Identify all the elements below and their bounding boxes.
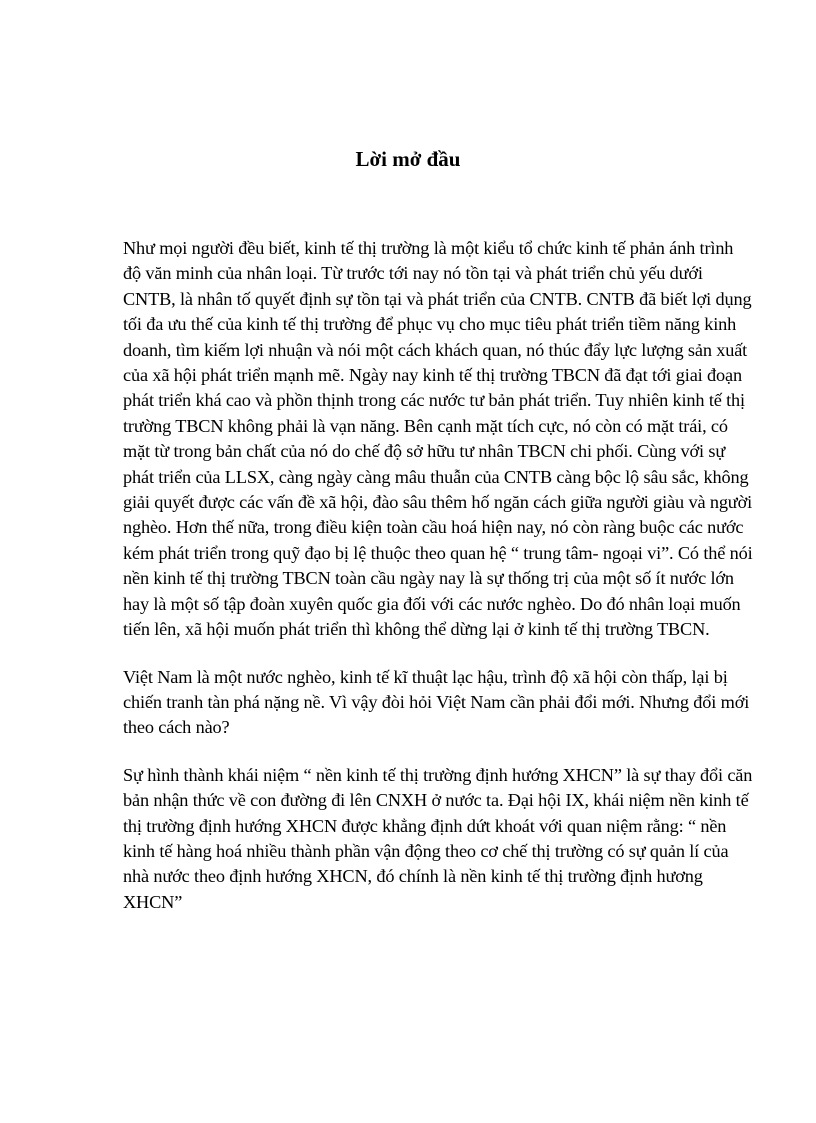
paragraph-intro: Như mọi người đều biết, kinh tế thị trường là một kiểu tổ chức kinh tế phản ánh trình độ văn minh của nhân loại. Từ trước tới nay nó tồn tại và phát triển chủ yếu dưới CNTB, là nhân tố quyết định sự tồn tại và phát triển của CNTB. CNTB đã biết lợi dụng tối đa ưu thế của kinh tế thị trường để phục vụ cho mục tiêu phát triển tiềm năng kinh doanh, tìm kiếm lợi nhuận và nói một cách khách quan, nó thúc đẩy lực lượng sản xuất của xã hội phát triển mạnh mẽ. Ngày nay kinh tế thị trường TBCN đã đạt tới giai đoạn phát triển khá cao và phồn thịnh trong các nước tư bản phát triển. Tuy nhiên kinh tế thị trường TBCN không phải là vạn năng. Bên cạnh mặt tích cực, nó còn có mặt trái, có mặt từ trong bản chất của nó do chế độ sở hữu tư nhân TBCN chi phối. Cùng với sự phát triển của LLSX, càng ngày càng mâu thuẫn của CNTB càng bộc lộ sâu sắc, không giải quyết được các vấn đề xã hội, đào sâu thêm hố ngăn cách giữa người giàu và người nghèo. Hơn thế nữa, trong điều kiện toàn cầu hoá hiện nay, nó còn ràng buộc các nước kém phát triển trong quỹ đạo bị lệ thuộc theo quan hệ “ trung tâm- ngoại vi”. Có thể nói nền kinh tế thị trường TBCN toàn cầu ngày nay là sự thống trị của một số ít nước lớn hay là một số tập đoàn xuyên quốc gia đối với các nước nghèo. Do đó nhân loại muốn tiến lên, xã hội muốn phát triển thì không thể dừng lại ở kinh tế thị trường TBCN. — [123, 238, 753, 640]
page-title: Lời mở đầu — [355, 147, 461, 171]
document-body — [123, 236, 753, 937]
paragraph-concept: Sự hình thành khái niệm “ nền kinh tế thị trường định hướng XHCN” là sự thay đổi căn bản nhận thức về con đường đi lên CNXH ở nước ta. Đại hội IX, khái niệm nền kinh tế thị trường định hướng XHCN được khẳng định dứt khoát với quan niệm rằng: “ nền kinh tế hàng hoá nhiều thành phần vận động theo cơ chế thị trường có sự quản lí của nhà nước theo định hướng XHCN, đó chính là nền kinh tế thị trường định hương XHCN” — [123, 764, 753, 912]
paragraph-vietnam: Việt Nam là một nước nghèo, kinh tế kĩ thuật lạc hậu, trình độ xã hội còn thấp, lại bị chiến tranh tàn phá nặng nề. Vì vậy đòi hỏi Việt Nam cần phải đổi mới. Nhưng đổi mới theo cách nào? — [123, 666, 750, 738]
